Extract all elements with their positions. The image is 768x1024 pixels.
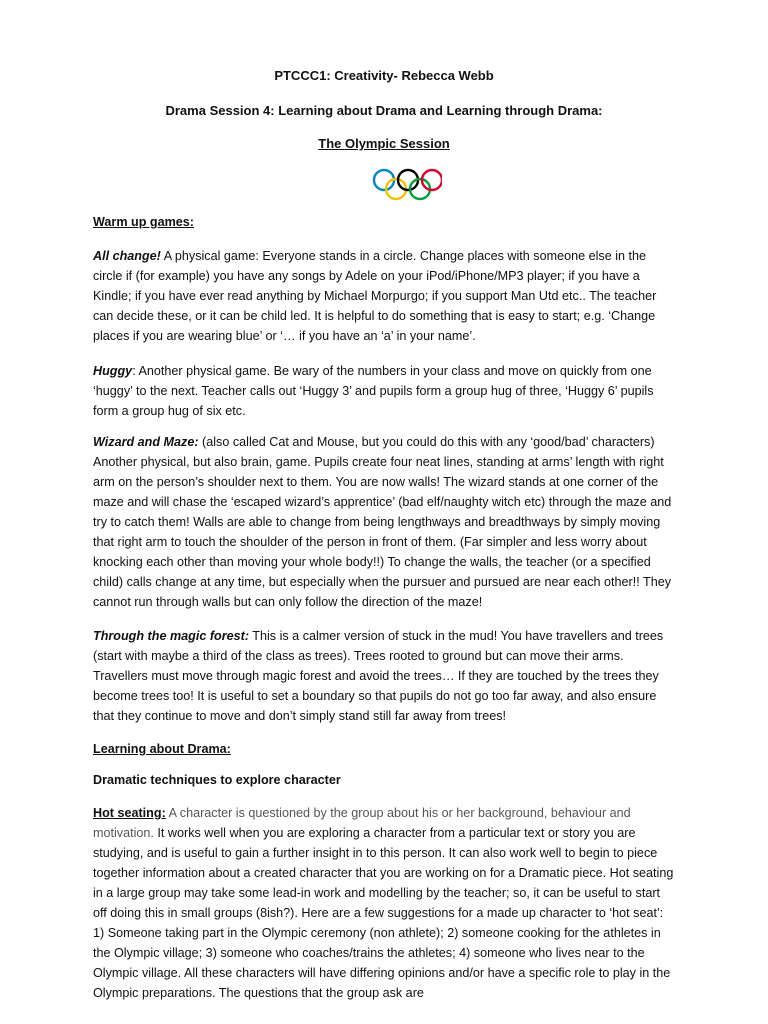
- wizard-term: Wizard and Maze:: [93, 435, 199, 449]
- session-title: Drama Session 4: Learning about Drama and Learning through Drama:: [165, 103, 603, 118]
- course-title: PTCCC1: Creativity- Rebecca Webb: [274, 68, 494, 83]
- huggy-text: : Another physical game. Be wary of the numbers in your class and move on quickly from one ‘huggy’ to the next. Teacher calls out ‘Huggy 3’ and pupils form a group hug of three, ‘Huggy 6’ pupils form a group hug of six etc.: [93, 364, 654, 418]
- hot-seating-definition: A character is questioned by the group about his or her background, behaviour and motivation.: [93, 806, 631, 840]
- hot-seating-term: Hot seating:: [93, 806, 166, 820]
- all-change-term: All change!: [93, 249, 161, 263]
- theme-title: The Olympic Session: [318, 136, 450, 151]
- forest-paragraph: [93, 626, 677, 726]
- warm-up-heading: Warm up games:: [93, 215, 195, 229]
- learning-subheading: Dramatic techniques to explore character: [93, 773, 341, 787]
- wizard-paragraph: [93, 432, 677, 612]
- olympic-rings-icon: [372, 168, 442, 202]
- forest-text: This is a calmer version of stuck in the mud! You have travellers and trees (start with maybe a third of the class as trees). Trees rooted to ground but can move their arms. Travellers must move through magic forest and avoid the trees… If they are touched by the trees they become trees too! It is useful to set a boundary so that pupils do not go too far away, and also ensure that they continue to move and don’t simply stand still far away from trees!: [93, 629, 664, 723]
- huggy-paragraph: [93, 361, 677, 421]
- wizard-text: (also called Cat and Mouse, but you could do this with any ‘good/bad’ characters) Another physical, but also brain, game. Pupils create four neat lines, standing at arms’ length with right arm on the person’s shoulder next to them. You are now walls! The wizard stands at one corner of the maze and will chase the ‘escaped wizard’s apprentice’ (bad elf/naughty witch etc) through the maze and try to catch them! Walls are able to change from being lengthways and breadthways by simply moving that right arm to touch the shoulder of the person in front of them. (Far simpler and less worry about knocking each other than moving your whole body!!) To change the walls, the teacher (or a specified child) calls change at any time, but especially when the pursuer and pursued are near each other!! They cannot run through walls but can only follow the direction of the maze!: [93, 435, 672, 609]
- hot-seating-paragraph: [93, 803, 677, 1003]
- forest-term: Through the magic forest:: [93, 629, 250, 643]
- all-change-text: A physical game: Everyone stands in a circle. Change places with someone else in the circle if (for example) you have any songs by Adele on your iPod/iPhone/MP3 player; if you have a Kindle; if you have ever read anything by Michael Morpurgo; if you support Man Utd etc.. The teacher can decide these, or it can be child led. It is helpful to do something that is easy to start; e.g. ‘Change places if you are wearing blue’ or ‘… if you have an ‘a’ in your name’.: [93, 249, 657, 343]
- learning-heading: Learning about Drama:: [93, 742, 231, 756]
- huggy-term: Huggy: [93, 364, 133, 378]
- hot-seating-text: It works well when you are exploring a character from a particular text or story you are studying, and is useful to gain a further insight in to this person. It can also work well to begin to piece together information about a created character that you are working on for a Dramatic piece. Hot seating in a large group may take some lead-in work and modelling by the teacher; so, it can be useful to start off doing this in small groups (8ish?). Here are a few suggestions for a made up character to ‘hot seat’: 1) Someone taking part in the Olympic ceremony (non athlete); 2) someone cooking for the athletes in the Olympic village; 3) someone who coaches/trains the athletes; 4) someone who lives near to the Olympic village. All these characters will have differing opinions and/or have a specific role to play in the Olympic preparations. The questions that the group ask are: [93, 826, 674, 1000]
- all-change-paragraph: [93, 246, 677, 346]
